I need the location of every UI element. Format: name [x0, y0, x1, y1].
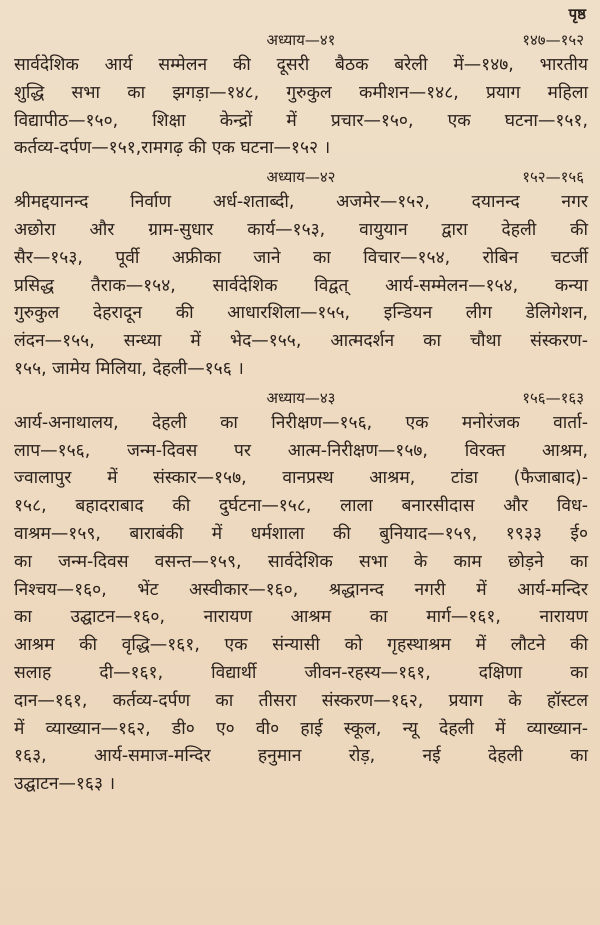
text-line: प्रसिद्ध तैराक—१५४, सार्वदेशिक विद्वत् आर्य-सम्मेलन—१५४, कन्या — [14, 275, 588, 296]
chapter-page-range: १५६—१६३ — [522, 388, 584, 407]
chapter-title: अध्याय—४१ — [266, 31, 336, 49]
chapter-heading — [14, 26, 588, 52]
text-line: शुद्धि सभा का झगड़ा—१४८, गुरुकुल कमीशन—१४८, प्रयाग महिला — [14, 82, 588, 103]
text-line: लाप—१५६, जन्म-दिवस पर आत्म-निरीक्षण—१५७, विरक्त आश्रम, — [14, 440, 588, 461]
text-line: आश्रम की वृद्धि—१६१, एक संन्यासी को गृहस्थाश्रम में लौटने की — [14, 635, 588, 656]
text-line: कर्तव्य-दर्पण—१५१,रामगढ़ की एक घटना—१५२ । — [14, 138, 331, 159]
text-line: में व्याख्यान—१६२, डी० ए० वी० हाई स्कूल, न्यू देहली में व्याख्यान- — [14, 718, 588, 739]
chapter-42 — [14, 163, 588, 384]
text-line: सलाह दी—१६१, विद्यार्थी जीवन-रहस्य—१६१, दक्षिणा का — [14, 662, 588, 683]
text-line: ज्वालापुर में संस्कार—१५७, वानप्रस्थ आश्रम, टांडा (फैजाबाद)- — [14, 468, 588, 489]
text-line: अछोरा और ग्राम-सुधार कार्य—१५३, वायुयान द्वारा देहली की — [14, 219, 588, 240]
text-line: १६३, आर्य-समाज-मन्दिर हनुमान रोड़, नई देहली का — [14, 746, 588, 767]
chapter-title: अध्याय—४२ — [266, 168, 336, 187]
text-line: १५८, बहादराबाद की दुर्घटना—१५८, लाला बनारसीदास और विध- — [14, 496, 588, 517]
chapter-body — [14, 52, 588, 163]
page-label: पृष्ठ — [568, 5, 586, 23]
chapter-page-range: १४७—१५२ — [522, 31, 584, 49]
text-line: वाश्रम—१५९, बाराबंकी में धर्मशाला की बुनियाद—१५९, १९३३ ई० — [14, 523, 588, 544]
chapter-body — [14, 410, 588, 799]
chapter-title: अध्याय—४३ — [266, 388, 336, 407]
text-line: लंदन—१५५, सन्ध्या में भेद—१५५, आत्मदर्शन का चौथा संस्करण- — [14, 331, 588, 352]
chapter-page-range: १५२—१५६ — [522, 168, 584, 187]
chapter-heading — [14, 163, 588, 189]
text-line: श्रीमद्दयानन्द निर्वाण अर्ध-शताब्दी, अजमेर—१५२, दयानन्द नगर — [14, 192, 588, 213]
chapter-41 — [14, 26, 588, 163]
text-line: का उद्घाटन—१६०, नारायण आश्रम का मार्ग—१६१, नारायण — [14, 607, 588, 628]
text-line: दान—१६१, कर्तव्य-दर्पण का तीसरा संस्करण—१६२, प्रयाग के हॉस्टल — [14, 690, 588, 711]
text-line: का जन्म-दिवस वसन्त—१५९, सार्वदेशिक सभा के काम छोड़ने का — [14, 551, 588, 572]
chapter-43 — [14, 384, 588, 799]
text-line: विद्यापीठ—१५०, शिक्षा केन्द्रों में प्रचार—१५०, एक घटना—१५१, — [14, 110, 588, 131]
text-line: गुरुकुल देहरादून की आधारशिला—१५५, इन्डियन लीग डेलिगेशन, — [14, 303, 588, 324]
text-line: सैर—१५३, पूर्वी अफ्रीका जाने का विचार—१५४, रोबिन चटर्जी — [14, 247, 588, 268]
text-line: आर्य-अनाथालय, देहली का निरीक्षण—१५६, एक मनोरंजक वार्ता- — [14, 412, 588, 433]
chapter-heading — [14, 384, 588, 410]
text-line: उद्घाटन—१६३ । — [14, 774, 116, 795]
text-line: १५५, जामेय मिलिया, देहली—१५६ । — [14, 358, 244, 379]
chapter-body — [14, 189, 588, 384]
text-line: निश्चय—१६०, भेंट अस्वीकार—१६०, श्रद्धानन्द नगरी में आर्य-मन्दिर — [14, 579, 588, 600]
text-line: सार्वदेशिक आर्य सम्मेलन की दूसरी बैठक बरेली में—१४७, भारतीय — [14, 55, 588, 75]
